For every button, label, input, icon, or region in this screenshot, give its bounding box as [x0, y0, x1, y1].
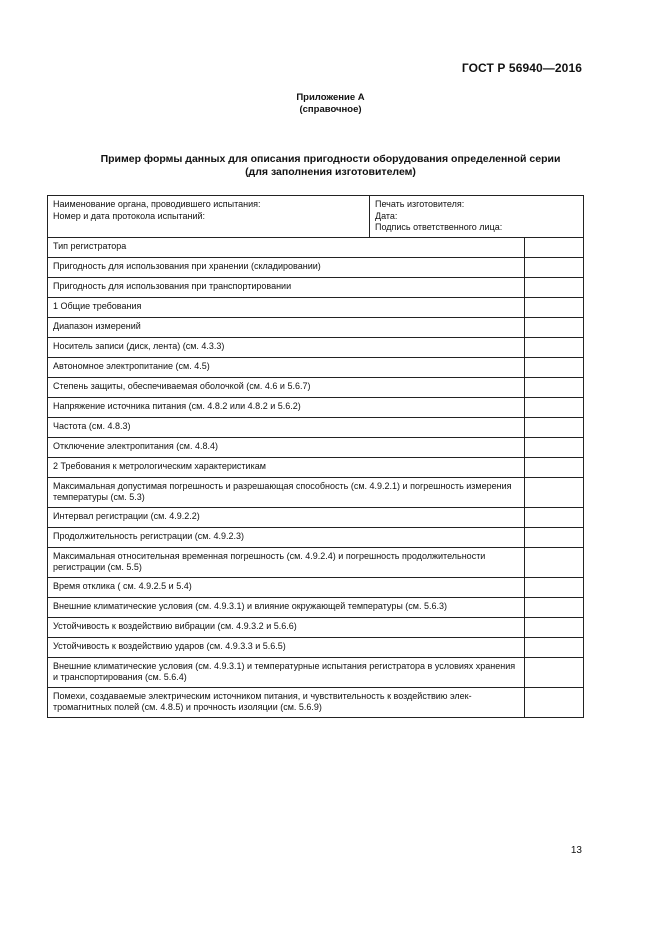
requirement-cell: Пригодность для использования при хранении (складировании) — [48, 257, 525, 277]
value-entry-cell[interactable] — [525, 547, 584, 577]
requirement-cell: 2 Требования к метрологическим характеристикам — [48, 457, 525, 477]
page-number: 13 — [570, 845, 582, 856]
table-row — [48, 237, 584, 257]
table-row — [48, 687, 584, 717]
table-row — [48, 357, 584, 377]
table-row — [48, 377, 584, 397]
protocol-number-label: Номер и дата протокола испытаний: — [53, 210, 206, 221]
table-row — [48, 317, 584, 337]
requirement-cell: Интервал регистрации (см. 4.9.2.2) — [48, 507, 525, 527]
table-row — [48, 547, 584, 577]
requirement-cell: Степень защиты, обеспечиваемая оболочкой (см. 4.6 и 5.6.7) — [48, 377, 525, 397]
requirement-cell: Отключение электропитания (см. 4.8.4) — [48, 437, 525, 457]
manufacturer-stamp-label: Печать изготовителя: — [375, 199, 465, 209]
organization-name-label: Наименование органа, проводившего испытания: — [53, 199, 261, 209]
value-entry-cell[interactable] — [525, 507, 584, 527]
date-label: Дата: — [375, 210, 398, 221]
standard-code: ГОСТ Р 56940—2016 — [461, 61, 582, 75]
value-entry-cell[interactable] — [525, 477, 584, 507]
table-row — [48, 337, 584, 357]
table-row — [48, 257, 584, 277]
organization-info-cell — [48, 196, 370, 238]
manufacturer-info-cell — [370, 196, 584, 238]
value-entry-cell[interactable] — [525, 637, 584, 657]
requirement-cell: Помехи, создаваемые электрическим источником питания, и чувствительность к воздействию электромагнитных полей (см. 4.8.5) и прочность изоляции (см. 5.6.9) — [48, 687, 525, 717]
requirement-cell: Автономное электропитание (см. 4.5) — [48, 357, 525, 377]
value-entry-cell[interactable] — [525, 437, 584, 457]
data-form-table — [47, 195, 584, 718]
requirement-cell: Время отклика ( см. 4.9.2.5 и 5.4) — [48, 577, 525, 597]
form-header-row — [48, 196, 584, 238]
requirement-cell: Частота (см. 4.8.3) — [48, 417, 525, 437]
table-row — [48, 437, 584, 457]
value-entry-cell[interactable] — [525, 237, 584, 257]
form-title-line2: (для заполнения изготовителем) — [245, 166, 416, 178]
table-row — [48, 577, 584, 597]
value-entry-cell[interactable] — [525, 577, 584, 597]
signature-label: Подпись ответственного лица: — [375, 222, 503, 232]
form-title-line1: Пример формы данных для описания пригодности оборудования определенной серии — [100, 153, 561, 165]
requirement-cell: Устойчивость к воздействию вибрации (см. 4.9.3.2 и 5.6.6) — [48, 617, 525, 637]
table-row — [48, 297, 584, 317]
requirement-cell: Внешние климатические условия (см. 4.9.3.1) и влияние окружающей температуры (см. 5.6.3) — [48, 597, 525, 617]
requirement-cell: Продолжительность регистрации (см. 4.9.2.3) — [48, 527, 525, 547]
value-entry-cell[interactable] — [525, 317, 584, 337]
table-row — [48, 397, 584, 417]
value-entry-cell[interactable] — [525, 457, 584, 477]
requirement-cell: Внешние климатические условия (см. 4.9.3.1) и температурные испытания регистратора в условиях хранения и транспортирования (см. 5.6.4) — [48, 657, 525, 687]
requirement-cell: Максимальная относительная временная погрешность (см. 4.9.2.4) и погрешность продолжительности регистрации (см. 5.5) — [48, 547, 525, 577]
value-entry-cell[interactable] — [525, 377, 584, 397]
value-entry-cell[interactable] — [525, 597, 584, 617]
table-row — [48, 527, 584, 547]
requirement-cell: Устойчивость к воздействию ударов (см. 4.9.3.3 и 5.6.5) — [48, 637, 525, 657]
requirement-cell: Диапазон измерений — [48, 317, 525, 337]
value-entry-cell[interactable] — [525, 417, 584, 437]
requirement-cell: Максимальная допустимая погрешность и разрешающая способность (см. 4.9.2.1) и погрешность измерения температуры (см. 5.3) — [48, 477, 525, 507]
requirement-cell: Носитель записи (диск, лента) (см. 4.3.3) — [48, 337, 525, 357]
value-entry-cell[interactable] — [525, 657, 584, 687]
table-row — [48, 477, 584, 507]
value-entry-cell[interactable] — [525, 277, 584, 297]
requirement-cell: Тип регистратора — [48, 237, 525, 257]
requirement-cell: Напряжение источника питания (см. 4.8.2 или 4.8.2 и 5.6.2) — [48, 397, 525, 417]
table-row — [48, 597, 584, 617]
table-row — [48, 637, 584, 657]
annex-heading — [0, 92, 661, 116]
table-row — [48, 457, 584, 477]
value-entry-cell[interactable] — [525, 687, 584, 717]
value-entry-cell[interactable] — [525, 257, 584, 277]
table-row — [48, 277, 584, 297]
table-row — [48, 657, 584, 687]
annex-subtitle: (справочное) — [299, 104, 362, 115]
table-row — [48, 417, 584, 437]
value-entry-cell[interactable] — [525, 527, 584, 547]
value-entry-cell[interactable] — [525, 357, 584, 377]
value-entry-cell[interactable] — [525, 337, 584, 357]
table-row — [48, 507, 584, 527]
value-entry-cell[interactable] — [525, 297, 584, 317]
annex-title: Приложение А — [296, 92, 365, 103]
value-entry-cell[interactable] — [525, 617, 584, 637]
table-row — [48, 617, 584, 637]
requirement-cell: Пригодность для использования при транспортировании — [48, 277, 525, 297]
value-entry-cell[interactable] — [525, 397, 584, 417]
form-title — [40, 153, 621, 179]
requirement-cell: 1 Общие требования — [48, 297, 525, 317]
